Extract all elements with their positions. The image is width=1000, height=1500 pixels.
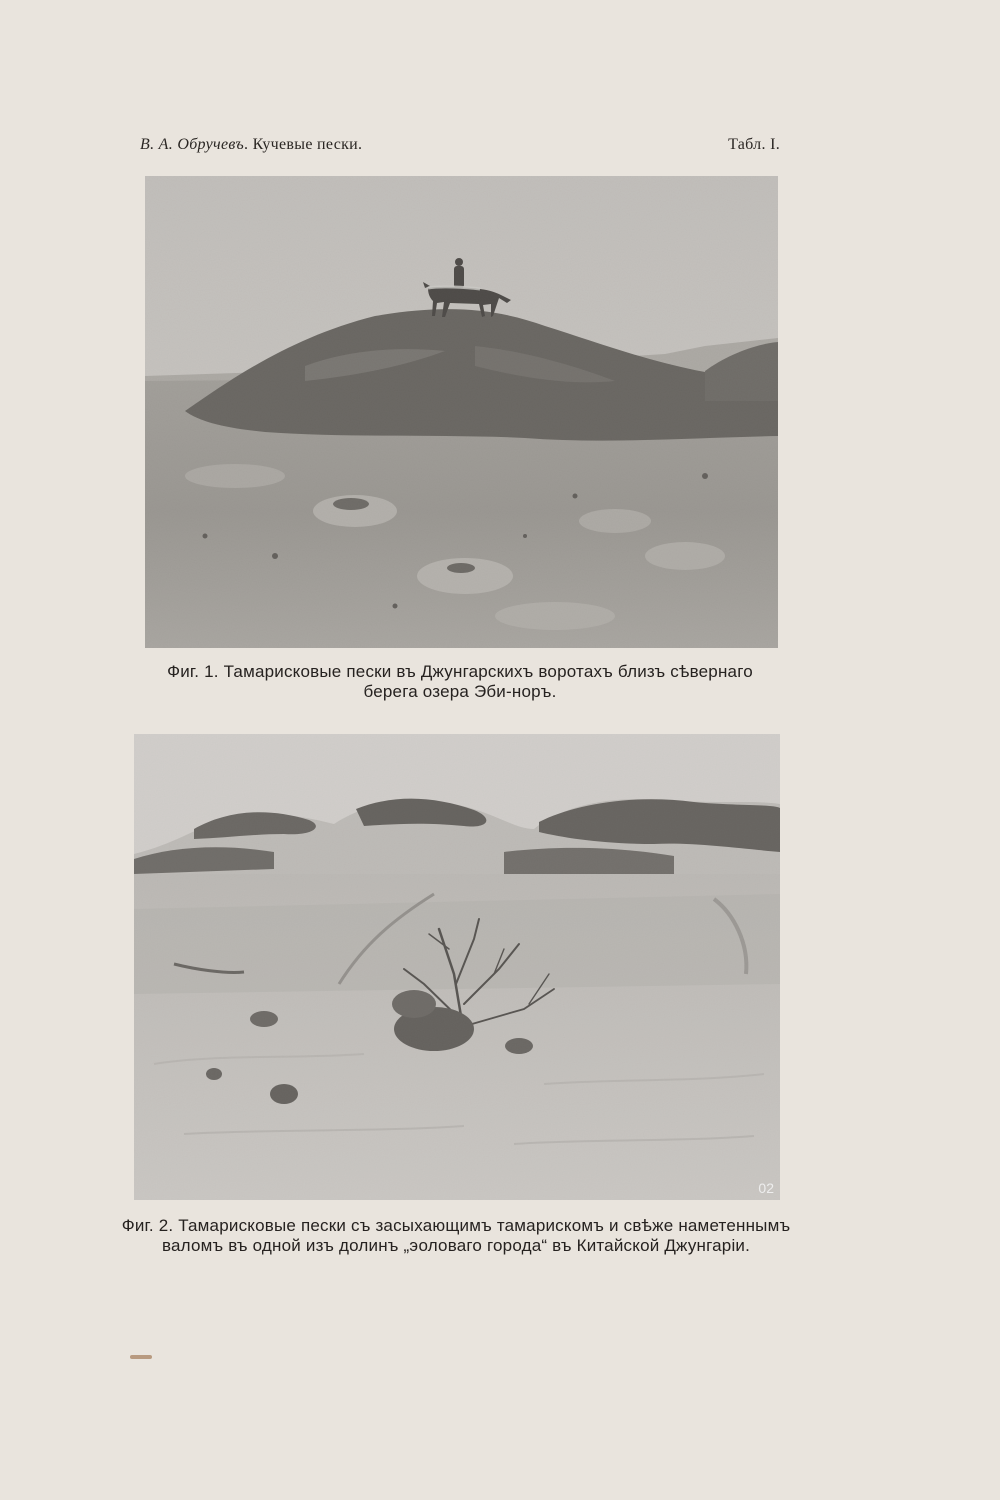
figure-2-caption xyxy=(118,1216,794,1256)
page-header xyxy=(140,136,780,160)
caption-line: берега озера Эби-норъ. xyxy=(363,682,557,701)
caption-line: Фиг. 2. Тамарисковые пески съ засыхающимъ тамарискомъ и свѣже наметеннымъ xyxy=(121,1216,791,1235)
photo-number: 02 xyxy=(758,1180,774,1196)
caption-line: Фиг. 1. Тамарисковые пески въ Джунгарскихъ воротахъ близъ сѣвернаго xyxy=(167,662,753,681)
figure-1-photo xyxy=(145,176,778,648)
figure-2-photo xyxy=(134,734,780,1200)
figure-1-caption xyxy=(130,662,790,702)
book-title: . Кучевые пески. xyxy=(244,136,363,153)
stain-mark xyxy=(130,1355,152,1359)
author-name: В. А. Обручевъ xyxy=(140,136,245,153)
plate-number: Табл. I. xyxy=(728,136,780,153)
caption-line: валомъ въ одной изъ долинъ „эоловаго города“ въ Китайской Джунгаріи. xyxy=(161,1236,751,1255)
